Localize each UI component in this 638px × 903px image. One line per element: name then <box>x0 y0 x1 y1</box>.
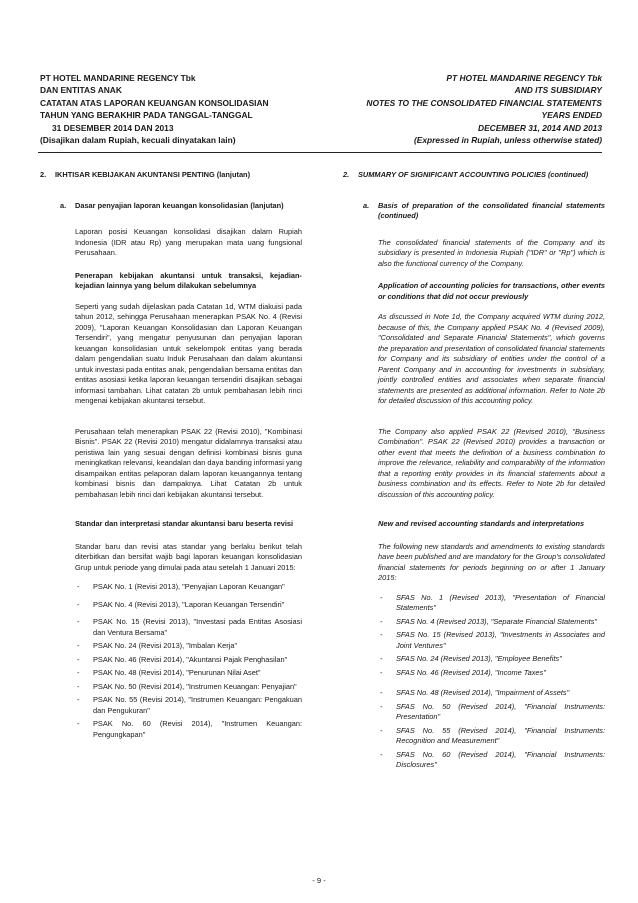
header-left-date: 31 DESEMBER 2014 DAN 2013 <box>52 122 174 133</box>
page-number: - 9 - <box>312 876 326 885</box>
header-left <box>40 72 300 146</box>
list-item: - PSAK No. 1 (Revisi 2013), "Penyajian Laporan Keuangan" <box>77 582 285 591</box>
header-right-currency-note: (Expressed in Rupiah, unless otherwise stated) <box>413 135 602 146</box>
list-item: - SFAS No. 48 (Revised 2014), "Impairment of Assets" <box>380 688 570 697</box>
subsection-heading <box>40 201 302 212</box>
subsection-label: a. <box>363 200 370 210</box>
list-item: - PSAK No. 4 (Revisi 2013), "Laporan Keuangan Tersendiri" <box>77 599 285 609</box>
paragraph-psak-4: As discussed in Note 1d, the Company acquired WTM during 2012, because of this, the Company applied PSAK No. 4 (Revised 2009), "Consolidated and Separate Financial Statements", which governs the preparation and presentation of consolidated financial statements for Company and its subsidiary of entities under the control of a Parent Company and in accounting for investments in subsidiary, jointly controlled entities and associates when separate financial statements are presented as additional information. Refer to Note 2b for detailed discussion of this accounting policy. <box>378 312 605 405</box>
list-item: - PSAK No. 24 (Revisi 2013), "Imbalan Kerja" <box>77 641 238 650</box>
list-item: - SFAS No. 46 (Revised 2014), "Income Taxes" <box>380 667 546 677</box>
header-right-subsidiary: AND ITS SUBSIDIARY <box>514 85 602 96</box>
header-divider <box>38 152 602 153</box>
list-item: - PSAK No. 50 (Revisi 2014), "Instrumen Keuangan: Penyajian" <box>77 681 297 691</box>
standards-list <box>75 582 302 740</box>
header-right <box>312 72 602 146</box>
header-right-period: YEARS ENDED <box>541 110 602 121</box>
list-item: - SFAS No. 60 (Revised 2014), "Financial Instruments: Disclosures" <box>380 749 605 769</box>
column-indonesian <box>40 170 302 743</box>
list-item: - SFAS No. 55 (Revised 2014), "Financial Instruments: Recognition and Measurement" <box>380 725 605 745</box>
header-right-company: PT HOTEL MANDARINE REGENCY Tbk <box>446 73 602 83</box>
list-item: - SFAS No. 4 (Revised 2013), "Separate Financial Statements" <box>380 616 598 626</box>
list-item: - SFAS No. 24 (Revised 2013), "Employee Benefits" <box>380 654 562 663</box>
section-title: IKHTISAR KEBIJAKAN AKUNTANSI PENTING (lanjutan) <box>55 170 251 179</box>
subtitle-new-policies: Penerapan kebijakan akuntansi untuk transaksi, kejadian-kejadian lainnya yang belum dilakukan sebelumnya <box>75 270 302 290</box>
section-heading <box>40 170 302 181</box>
list-item: - PSAK No. 55 (Revisi 2014), "Instrumen Keuangan: Pengakuan dan Pengukuran" <box>77 695 302 715</box>
subsection-body <box>343 238 605 771</box>
section-number: 2. <box>343 170 350 179</box>
section-number: 2. <box>40 170 47 179</box>
list-item: - SFAS No. 50 (Revised 2014), "Financial Instruments: Presentation" <box>380 701 605 721</box>
list-item: - PSAK No. 15 (Revisi 2013), "Investasi pada Entitas Asosiasi dan Ventura Bersama" <box>77 617 302 637</box>
subsection-heading <box>343 201 605 222</box>
list-item: - SFAS No. 1 (Revised 2013), "Presentation of Financial Statements" <box>380 592 605 612</box>
list-item: - PSAK No. 60 (Revisi 2014), "Instrumen Keuangan: Pengungkapan" <box>77 719 302 739</box>
subtitle-new-standards: Standar dan interpretasi standar akuntansi baru beserta revisi <box>75 519 294 528</box>
standards-list <box>378 593 605 771</box>
subsection-title: Basis of preparation of the consolidated financial statements (continued) <box>378 200 605 220</box>
header-left-company: PT HOTEL MANDARINE REGENCY Tbk <box>40 73 196 83</box>
section-heading <box>343 170 605 181</box>
section-title: SUMMARY OF SIGNIFICANT ACCOUNTING POLICIES (continued) <box>358 170 589 179</box>
subsection-body <box>40 227 302 740</box>
header-left-subsidiary: DAN ENTITAS ANAK <box>40 85 122 96</box>
subtitle-new-standards: New and revised accounting standards and interpretations <box>378 519 585 528</box>
header-left-currency-note: (Disajikan dalam Rupiah, kecuali dinyatakan lain) <box>40 135 236 146</box>
list-item: - PSAK No. 46 (Revisi 2014), "Akuntansi Pajak Penghasilan" <box>77 654 288 664</box>
paragraph-functional-currency: Laporan posisi Keuangan konsolidasi disajikan dalam Rupiah Indonesia (IDR atau Rp) yang merupakan mata uang fungsional Perusahaan. <box>75 227 302 257</box>
paragraph-functional-currency: The consolidated financial statements of the Company and its subsidiary is presented in Indonesia Rupiah ("IDR" or "Rp") which is also the functional currency of the Company. <box>378 237 605 268</box>
list-item: - SFAS No. 15 (Revised 2013), "Investments in Associates and Joint Ventures" <box>380 630 605 650</box>
header-left-notes-title: CATATAN ATAS LAPORAN KEUANGAN KONSOLIDASIAN <box>40 97 269 108</box>
paragraph-standards-intro: The following new standards and amendments to existing standards have been published and are mandatory for the Group's consolidated financial statements for periods beginning on or after 1 January 2015: <box>378 541 605 582</box>
subsection-label: a. <box>60 200 67 210</box>
paragraph-psak-22: The Company also applied PSAK 22 (Revised 2010), "Business Combination". PSAK 22 (Revised 2010) provides a transaction or other event that meets the definition of a business combination to improve the relevance, reliability and comparability of the information that a reporting entity provides in its financial statements about a business combination and its effects. Refer to Note 2b for detailed discussion of this accounting policy. <box>378 426 605 499</box>
paragraph-standards-intro: Standar baru dan revisi atas standar yang berlaku berikut telah diterbitkan dan bersifat wajib bagi laporan keuangan konsolidasian Grup untuk periode yang dimulai pada atau setelah 1 Januari 2015: <box>75 541 302 572</box>
header-left-period: TAHUN YANG BERAKHIR PADA TANGGAL-TANGGAL <box>40 110 253 121</box>
paragraph-psak-4: Seperti yang sudah dijelaskan pada Catatan 1d, WTM diakuisi pada tahun 2012, sehingga Perusahaan menerapkan PSAK No. 4 (Revisi 2009), "Laporan Keuangan Konsolidasian dan Laporan Keuangan Tersendiri", yang mengatur penyusunan dan penyajian laporan keuangan konsolidasian untuk sekelompok entitas yang berada dalam pengendalian suatu Induk Perusahaan dan dalam akuntansi untuk investasi pada entitas anak, pengendalian bersama entitas dan entitas asosiasi ketika laporan keuangan tersendiri disajikan sebagai informasi tambahan. Lihat catatan 2b untuk pembahasan lebih rinci mengenai kebijakan akuntansi tersebut. <box>75 301 302 405</box>
header-right-notes-title: NOTES TO THE CONSOLIDATED FINANCIAL STATEMENTS <box>366 97 602 108</box>
header-right-date: DECEMBER 31, 2014 AND 2013 <box>478 122 602 133</box>
list-item: - PSAK No. 48 (Revisi 2014), "Penurunan Nilai Aset" <box>77 668 261 677</box>
column-english <box>343 170 605 774</box>
subtitle-new-policies: Application of accounting policies for transactions, other events or conditions that did not occur previously <box>378 281 605 301</box>
paragraph-psak-22: Perusahaan telah menerapkan PSAK 22 (Revisi 2010), "Kombinasi Bisnis". PSAK 22 (Revisi 2010) mengatur didalamnya transaksi atau peristiwa lain yang sesuai dengan definisi kombinasi bisnis guna meningkatkan relevansi, keandalan dan daya banding informasi yang disampaikan entitas pelaporan dalam laporan keuangannya tentang kombinasi bisnis dan dampaknya. Lihat Catatan 2b untuk pembahasan lebih rinci dari kebijakan akuntansi tersebut. <box>75 426 302 499</box>
subsection-title: Dasar penyajian laporan keuangan konsolidasian (lanjutan) <box>75 200 284 210</box>
